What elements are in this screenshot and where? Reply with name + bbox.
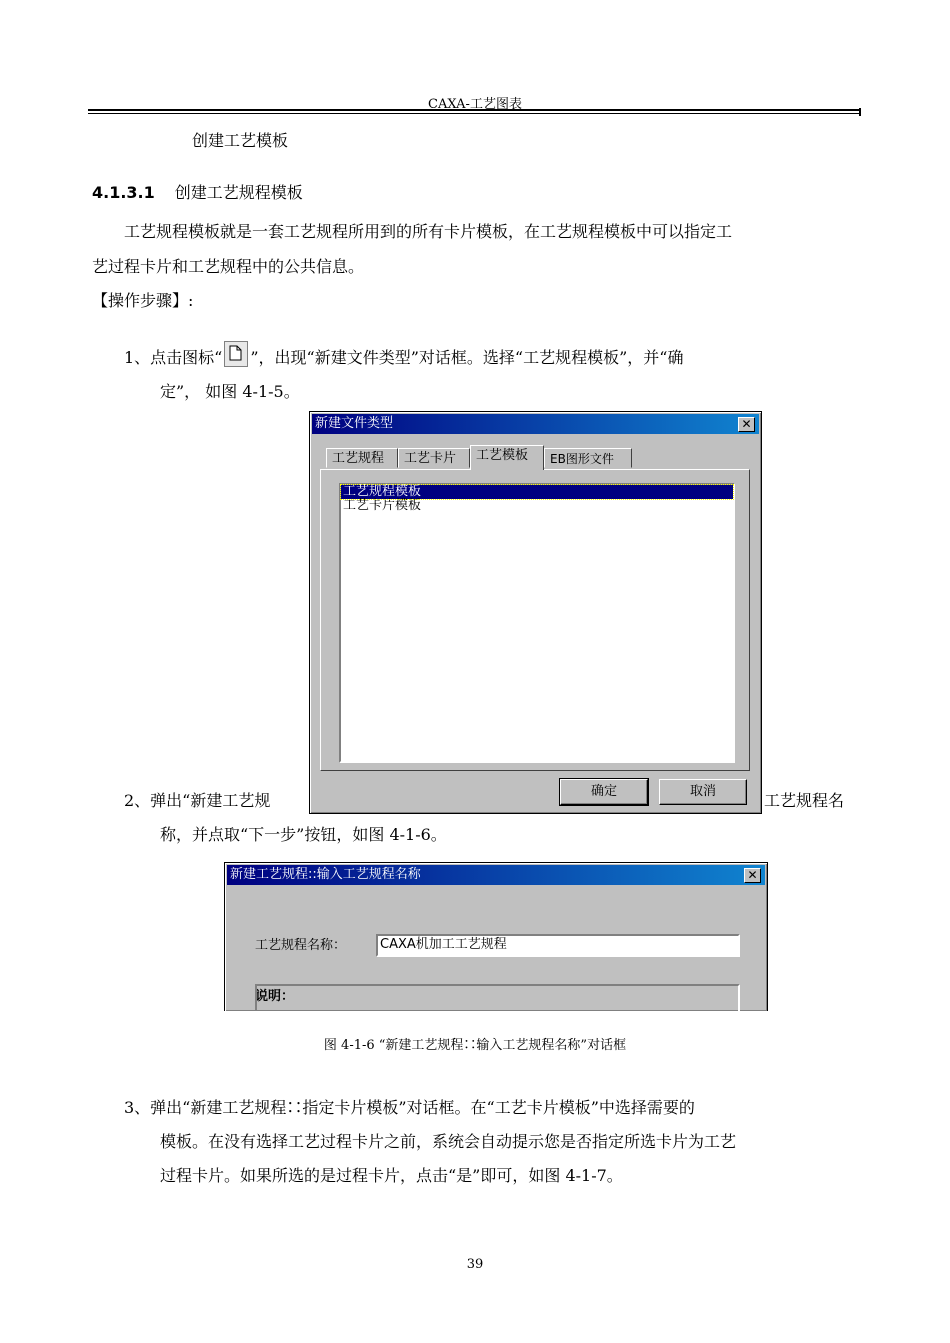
step1-line-1 (124, 341, 683, 369)
description-field[interactable] (255, 984, 740, 1011)
header-rule (88, 109, 861, 111)
spec-name-input[interactable]: CAXA机加工工艺规程 (376, 934, 740, 957)
tab-process-card[interactable]: 工艺卡片 (398, 448, 470, 468)
step1-text-before: 1、点击图标“ (124, 348, 223, 367)
tab-process-spec[interactable]: 工艺规程 (326, 448, 398, 468)
dialog-title: 新建文件类型 (315, 416, 394, 431)
tab-eb-graphic-file[interactable]: EB图形文件 (544, 448, 632, 468)
dialog2-titlebar (227, 865, 765, 885)
spec-name-label: 工艺规程名称： (255, 938, 347, 953)
new-file-icon (224, 341, 248, 367)
close-button[interactable]: ✕ (738, 417, 755, 432)
new-file-type-dialog (309, 411, 762, 814)
step2-line-1-left: 2、弹出“新建工艺规 (124, 791, 271, 810)
list-item-process-card-template[interactable]: 工艺卡片模板 (343, 498, 422, 513)
heading-title: 创建工艺规程模板 (174, 183, 303, 202)
dialog2-title: 新建工艺规程::输入工艺规程名称 (230, 867, 421, 882)
step1-text-after: ”，出现“新建文件类型”对话框。选择“工艺规程模板”，并“确 (250, 348, 684, 367)
tab-panel (320, 469, 750, 771)
paragraph-line-1: 工艺规程模板就是一套工艺规程所用到的所有卡片模板，在工艺规程模板中可以指定工 (124, 222, 733, 241)
step3-line-3: 过程卡片。如果所选的是过程卡片，点击“是”即可，如图 4-1-7。 (160, 1166, 623, 1185)
template-list[interactable] (339, 483, 735, 763)
ok-button[interactable]: 确定 (560, 779, 648, 805)
dialog2-close-button[interactable]: ✕ (744, 868, 761, 883)
tab-process-template[interactable]: 工艺模板 (470, 445, 544, 470)
steps-label: 【操作步骤】: (92, 291, 194, 310)
running-header: CAXA-工艺图表 (428, 97, 522, 112)
cancel-button[interactable]: 取消 (659, 779, 747, 805)
step2-line-1-right: 工艺规程名 (764, 791, 845, 810)
input-spec-name-dialog (224, 862, 768, 1011)
dialog-titlebar (312, 414, 759, 434)
list-item-process-spec-template[interactable]: 工艺规程模板 (341, 485, 733, 499)
step3-line-1: 3、弹出“新建工艺规程∷指定卡片模板”对话框。在“工艺卡片模板”中选择需要的 (124, 1098, 695, 1117)
paragraph-line-2: 艺过程卡片和工艺规程中的公共信息。 (92, 257, 365, 276)
step2-line-2: 称，并点取“下一步”按钮，如图 4-1-6。 (160, 825, 447, 844)
heading-number: 4.1.3.1 (92, 183, 155, 202)
description-label: 说明： (255, 989, 295, 1004)
figure-caption: 图 4-1-6 “新建工艺规程∷输入工艺规程名称”对话框 (323, 1038, 627, 1053)
section-heading (92, 180, 303, 203)
section-intro: 创建工艺模板 (192, 131, 289, 150)
header-rule-thin (88, 113, 861, 114)
step1-line-2: 定”， 如图 4-1-5。 (160, 382, 300, 401)
header-rule-end (859, 108, 861, 116)
step3-line-2: 模板。在没有选择工艺过程卡片之前，系统会自动提示您是否指定所选卡片为工艺 (160, 1132, 737, 1151)
page-number: 39 (466, 1257, 484, 1272)
